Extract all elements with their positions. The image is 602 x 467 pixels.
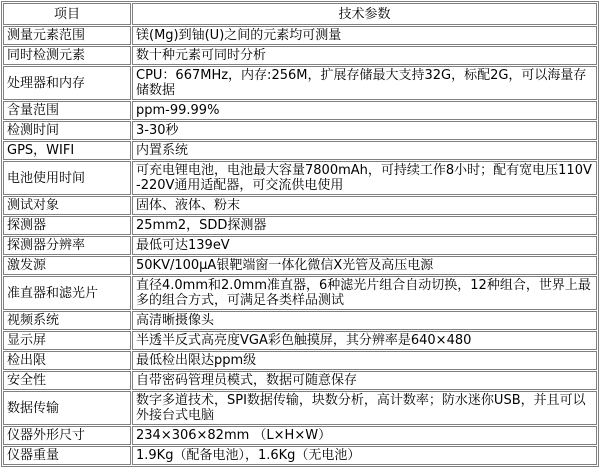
table-row: [3, 276, 597, 310]
spec-item-label: 数据传输: [3, 391, 131, 425]
table-row: [3, 196, 597, 215]
table-row: [3, 216, 597, 235]
spec-item-value: 固体、液体、粉末: [132, 196, 597, 215]
table-row: [3, 66, 597, 100]
spec-table: [1, 1, 599, 467]
spec-item-value: 可充电锂电池，电池最大容量7800mAh，可持续工作8小时；配有宽电压110V-220V通用适配器，可交流供电使用: [132, 161, 597, 195]
table-row: [3, 161, 597, 195]
table-row: [3, 311, 597, 330]
spec-item-label: 仪器重量: [3, 446, 131, 465]
spec-item-value: 25mm2，SDD探测器: [132, 216, 597, 235]
spec-item-label: 安全性: [3, 371, 131, 390]
spec-item-label: 探测器: [3, 216, 131, 235]
header-params-column: 技术参数: [132, 3, 597, 25]
spec-item-label: 显示屏: [3, 331, 131, 350]
spec-item-label: 激发源: [3, 256, 131, 275]
table-row: [3, 236, 597, 255]
spec-item-label: 电池使用时间: [3, 161, 131, 195]
spec-item-value: 数字多道技术，SPI数据传输，块数分析，高计数率；防水迷你USB，并且可以外接台式电脑: [132, 391, 597, 425]
spec-item-label: 含量范围: [3, 101, 131, 120]
table-row: [3, 426, 597, 445]
spec-table-body: [3, 26, 597, 465]
spec-item-value: 最低检出限达ppm级: [132, 351, 597, 370]
spec-item-label: 仪器外形尺寸: [3, 426, 131, 445]
spec-item-value: CPU：667MHz，内存:256M，扩展存储最大支持32G，标配2G，可以海量存储数据: [132, 66, 597, 100]
spec-item-label: 同时检测元素: [3, 46, 131, 65]
table-row: [3, 371, 597, 390]
spec-item-value: 半透半反式高亮度VGA彩色触摸屏，其分辨率是640×480: [132, 331, 597, 350]
spec-item-value: 3-30秒: [132, 121, 597, 140]
table-row: [3, 121, 597, 140]
spec-item-label: 视频系统: [3, 311, 131, 330]
header-row: [3, 3, 597, 25]
spec-item-label: 探测器分辨率: [3, 236, 131, 255]
spec-item-value: 高清晰摄像头: [132, 311, 597, 330]
spec-item-value: 数十种元素可同时分析: [132, 46, 597, 65]
table-row: [3, 46, 597, 65]
table-row: [3, 26, 597, 45]
spec-item-value: 内置系统: [132, 141, 597, 160]
spec-item-value: 50KV/100μA银靶端窗一体化微信X光管及高压电源: [132, 256, 597, 275]
table-row: [3, 101, 597, 120]
spec-item-label: 测试对象: [3, 196, 131, 215]
spec-item-value: 直径4.0mm和2.0mm准直器，6种滤光片组合自动切换，12种组合，世界上最多的组合方式，可满足各类样品测试: [132, 276, 597, 310]
spec-item-value: 最低可达139eV: [132, 236, 597, 255]
spec-item-label: 检出限: [3, 351, 131, 370]
spec-item-label: 测量元素范围: [3, 26, 131, 45]
table-row: [3, 141, 597, 160]
spec-item-value: 234×306×82mm （L×H×W）: [132, 426, 597, 445]
header-item-column: 项目: [3, 3, 131, 25]
spec-item-label: 准直器和滤光片: [3, 276, 131, 310]
spec-item-value: ppm-99.99%: [132, 101, 597, 120]
table-row: [3, 331, 597, 350]
spec-item-value: 镁(Mg)到铀(U)之间的元素均可测量: [132, 26, 597, 45]
table-row: [3, 256, 597, 275]
spec-item-value: 自带密码管理员模式，数据可随意保存: [132, 371, 597, 390]
table-row: [3, 446, 597, 465]
spec-item-label: GPS，WIFI: [3, 141, 131, 160]
spec-item-value: 1.9Kg（配备电池），1.6Kg（无电池）: [132, 446, 597, 465]
spec-item-label: 处理器和内存: [3, 66, 131, 100]
spec-item-label: 检测时间: [3, 121, 131, 140]
table-row: [3, 351, 597, 370]
table-row: [3, 391, 597, 425]
